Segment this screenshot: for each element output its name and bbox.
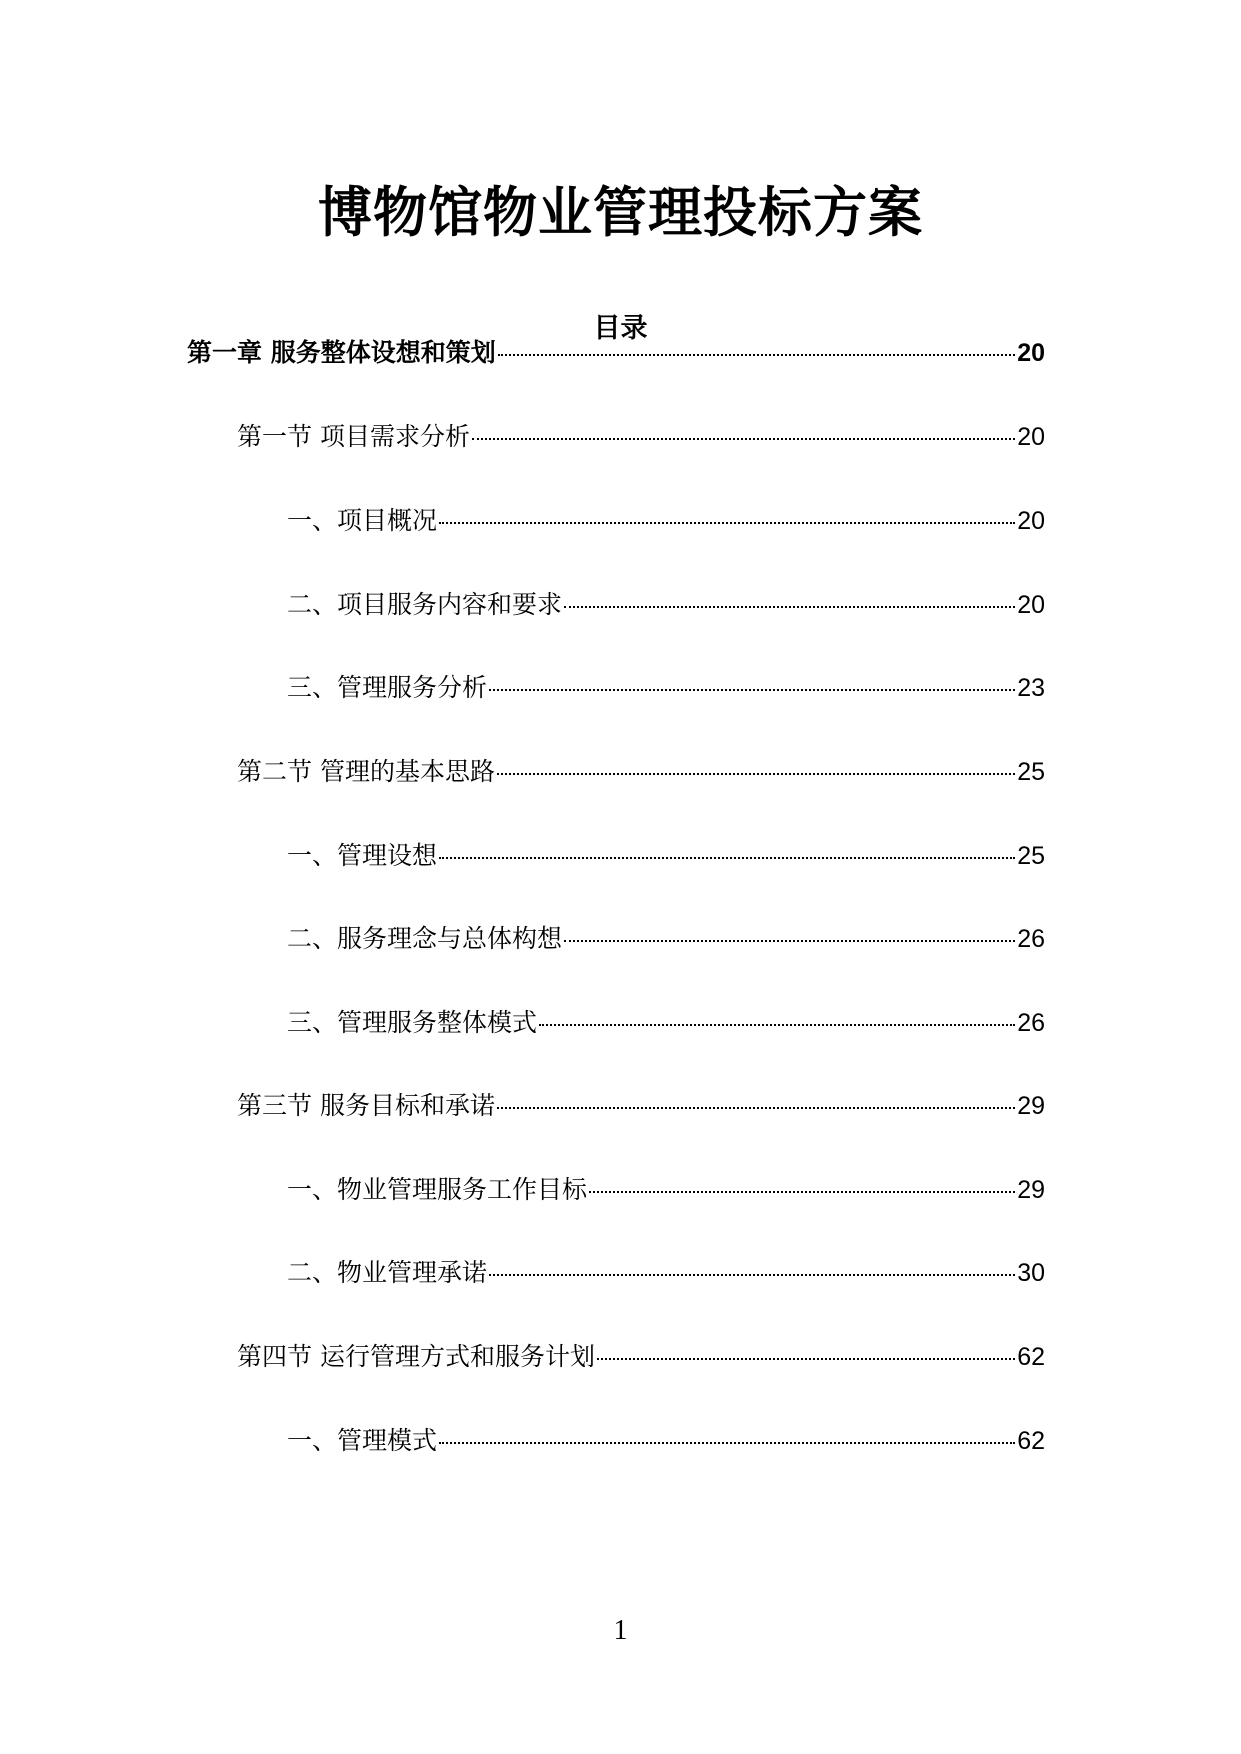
toc-entry-chapter-1[interactable] [187, 336, 1045, 370]
toc-entry-subsection[interactable] [287, 504, 1045, 538]
toc-entry-page: 20 [1017, 591, 1045, 619]
toc-heading: 目录 [593, 313, 648, 344]
toc-entry-page: 25 [1017, 842, 1045, 870]
toc-dot-leader [439, 522, 1015, 524]
toc-dot-leader [472, 438, 1015, 440]
toc-entry-title: 二、项目服务内容和要求 [287, 590, 563, 619]
toc-entry-subsection[interactable] [287, 1173, 1045, 1207]
toc-entry-title: 第四节 运行管理方式和服务计划 [237, 1342, 595, 1371]
toc-entry-page: 23 [1017, 674, 1045, 702]
toc-entry-page: 62 [1017, 1427, 1045, 1455]
toc-dot-leader [497, 1107, 1015, 1109]
toc-dot-leader [564, 940, 1015, 942]
toc-entry-section-4[interactable] [237, 1340, 1045, 1374]
toc-entry-subsection[interactable] [287, 588, 1045, 622]
toc-entry-title: 第一章 服务整体设想和策划 [187, 338, 496, 367]
toc-entry-page: 26 [1017, 1009, 1045, 1037]
toc-entry-page: 29 [1017, 1176, 1045, 1204]
toc-entry-subsection[interactable] [287, 839, 1045, 873]
toc-entry-page: 29 [1017, 1092, 1045, 1120]
toc-dot-leader [489, 1274, 1015, 1276]
toc-entry-page: 20 [1017, 507, 1045, 535]
toc-entry-page: 20 [1017, 423, 1045, 451]
toc-dot-leader [498, 354, 1015, 356]
toc-entry-subsection[interactable] [287, 1006, 1045, 1040]
toc-entry-title: 三、管理服务分析 [287, 673, 488, 702]
toc-entry-title: 二、服务理念与总体构想 [287, 924, 563, 953]
toc-entry-page: 20 [1017, 339, 1045, 367]
toc-entry-section-1[interactable] [237, 420, 1045, 454]
toc-dot-leader [497, 773, 1015, 775]
toc-entry-title: 一、管理模式 [287, 1426, 438, 1455]
toc-entry-page: 30 [1017, 1259, 1045, 1287]
toc-entry-title: 一、物业管理服务工作目标 [287, 1175, 588, 1204]
toc-entry-page: 26 [1017, 925, 1045, 953]
toc-entry-title: 第二节 管理的基本思路 [237, 757, 495, 786]
toc-entry-title: 一、项目概况 [287, 506, 438, 535]
toc-dot-leader [564, 606, 1015, 608]
toc-dot-leader [539, 1024, 1015, 1026]
toc-entry-subsection[interactable] [287, 922, 1045, 956]
toc-dot-leader [439, 1442, 1015, 1444]
toc-entry-page: 62 [1017, 1343, 1045, 1371]
toc-dot-leader [439, 857, 1015, 859]
document-title: 博物馆物业管理投标方案 [318, 181, 923, 244]
toc-entry-subsection[interactable] [287, 1256, 1045, 1290]
toc-entry-title: 第三节 服务目标和承诺 [237, 1091, 495, 1120]
toc-dot-leader [597, 1358, 1015, 1360]
toc-dot-leader [489, 689, 1015, 691]
toc-entry-subsection[interactable] [287, 671, 1045, 705]
page-number: 1 [613, 1615, 628, 1646]
toc-entry-title: 第一节 项目需求分析 [237, 422, 470, 451]
toc-entry-page: 25 [1017, 758, 1045, 786]
toc-entry-title: 一、管理设想 [287, 841, 438, 870]
toc-entry-title: 三、管理服务整体模式 [287, 1008, 538, 1037]
toc-entry-title: 二、物业管理承诺 [287, 1258, 488, 1287]
toc-entry-section-2[interactable] [237, 755, 1045, 789]
toc-entry-section-3[interactable] [237, 1089, 1045, 1123]
toc-dot-leader [589, 1191, 1015, 1193]
toc-entry-subsection[interactable] [287, 1424, 1045, 1458]
